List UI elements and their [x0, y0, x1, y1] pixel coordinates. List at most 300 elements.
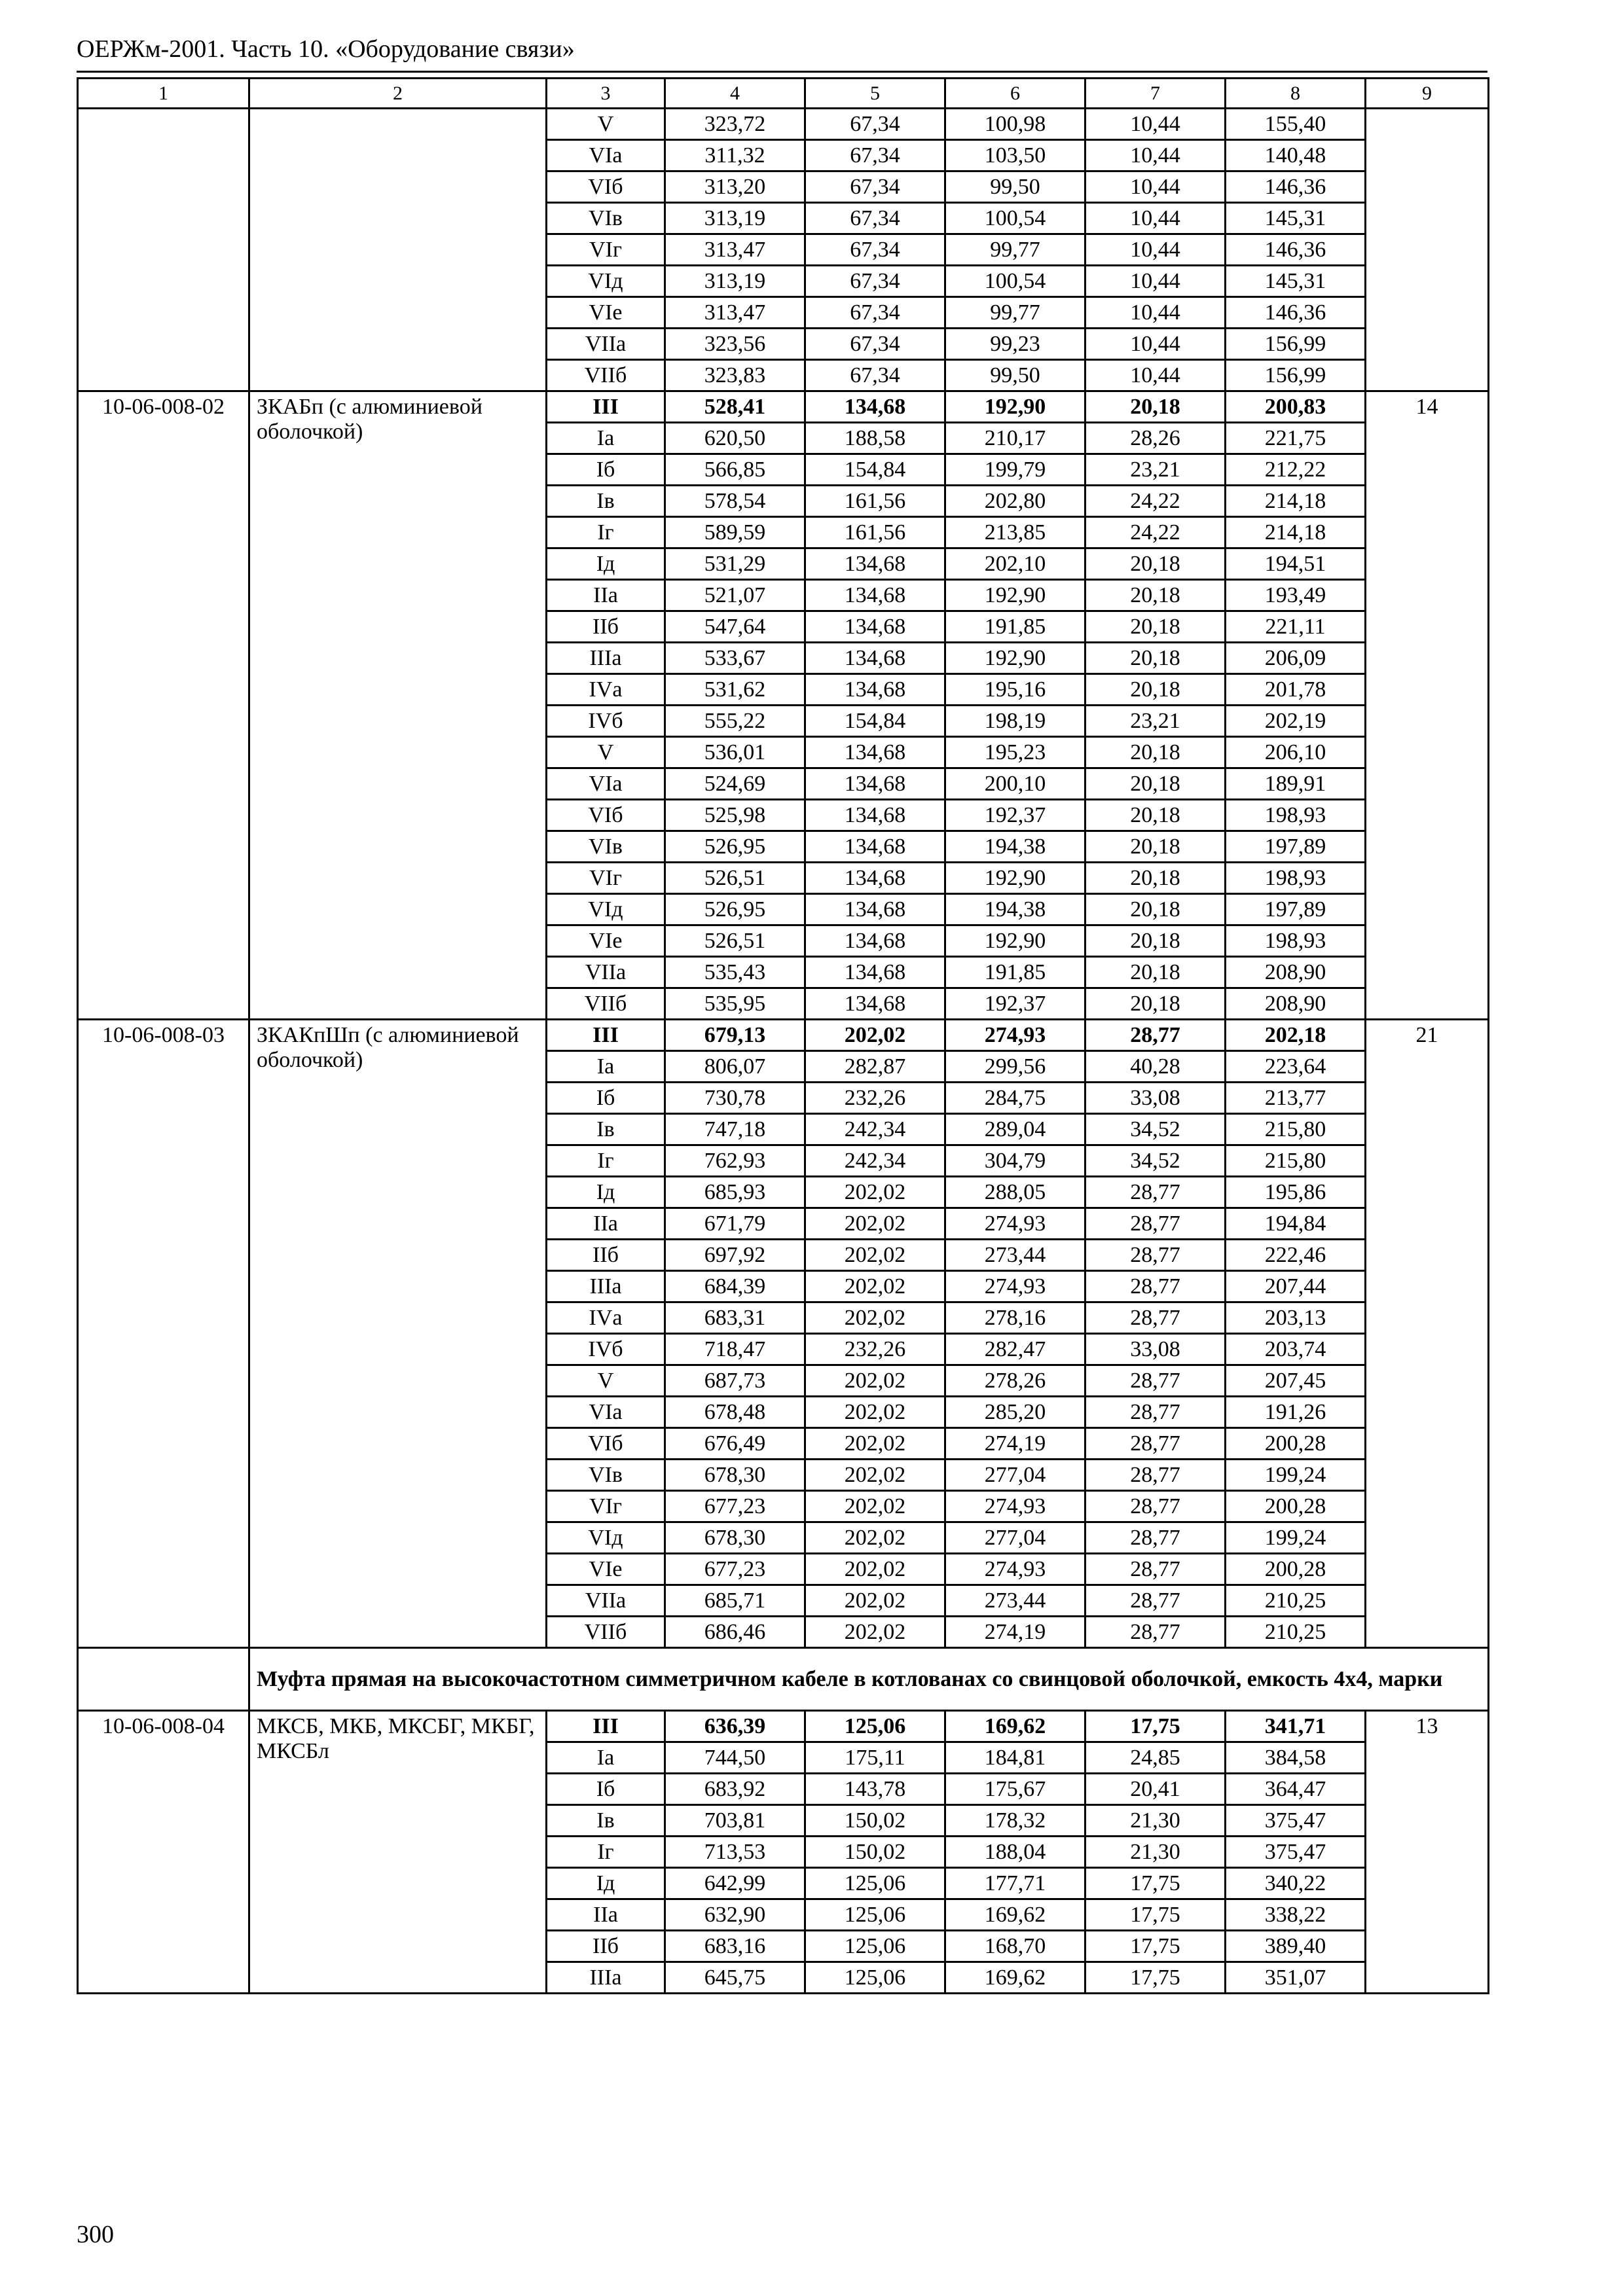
direct-costs-cell: 685,93: [665, 1177, 805, 1208]
machine-cost-cell: 175,67: [945, 1774, 1085, 1805]
materials-cell: 375,47: [1226, 1837, 1366, 1868]
labor-pay-cell: 67,34: [805, 171, 945, 203]
direct-costs-cell: 678,30: [665, 1522, 805, 1554]
labor-pay-cell: 134,68: [805, 863, 945, 894]
machine-cost-cell: 274,19: [945, 1428, 1085, 1460]
machinist-pay-cell: 28,77: [1085, 1302, 1226, 1334]
materials-cell: 341,71: [1226, 1711, 1366, 1742]
labor-pay-cell: 202,02: [805, 1177, 945, 1208]
direct-costs-cell: 535,43: [665, 957, 805, 988]
direct-costs-cell: 677,23: [665, 1554, 805, 1585]
materials-cell: 223,64: [1226, 1051, 1366, 1083]
machinist-pay-cell: 21,30: [1085, 1805, 1226, 1837]
machinist-pay-cell: 20,18: [1085, 831, 1226, 863]
labor-pay-cell: 134,68: [805, 925, 945, 957]
note-cell: 13: [1366, 1711, 1489, 1994]
materials-cell: 199,24: [1226, 1522, 1366, 1554]
machine-cost-cell: 277,04: [945, 1522, 1085, 1554]
direct-costs-cell: 578,54: [665, 486, 805, 517]
labor-pay-cell: 67,34: [805, 140, 945, 171]
zone-cell: Iа: [547, 1742, 665, 1774]
direct-costs-cell: 531,62: [665, 674, 805, 706]
machine-cost-cell: 177,71: [945, 1868, 1085, 1899]
machinist-pay-cell: 10,44: [1085, 266, 1226, 297]
machinist-pay-cell: 40,28: [1085, 1051, 1226, 1083]
materials-cell: 213,77: [1226, 1083, 1366, 1114]
machinist-pay-cell: 33,08: [1085, 1083, 1226, 1114]
labor-pay-cell: 150,02: [805, 1805, 945, 1837]
column-number: 9: [1366, 79, 1489, 109]
zone-cell: Iв: [547, 1114, 665, 1145]
zone-cell: Iб: [547, 1774, 665, 1805]
table-row: [78, 391, 1489, 423]
rates-table-body: [78, 79, 1489, 1994]
machinist-pay-cell: 20,18: [1085, 894, 1226, 925]
rate-code-cell: 10-06-008-02: [78, 391, 249, 1020]
zone-cell: VIа: [547, 140, 665, 171]
zone-cell: V: [547, 109, 665, 140]
direct-costs-cell: 684,39: [665, 1271, 805, 1302]
materials-cell: 215,80: [1226, 1114, 1366, 1145]
zone-cell: IIа: [547, 580, 665, 611]
machinist-pay-cell: 24,22: [1085, 517, 1226, 548]
machinist-pay-cell: 20,18: [1085, 391, 1226, 423]
zone-cell: VIв: [547, 1460, 665, 1491]
machine-cost-cell: 289,04: [945, 1114, 1085, 1145]
zone-cell: IIб: [547, 611, 665, 643]
zone-cell: VIб: [547, 171, 665, 203]
zone-cell: VIIб: [547, 1617, 665, 1648]
direct-costs-cell: 683,31: [665, 1302, 805, 1334]
materials-cell: 200,28: [1226, 1428, 1366, 1460]
labor-pay-cell: 134,68: [805, 611, 945, 643]
materials-cell: 146,36: [1226, 171, 1366, 203]
page-number: 300: [77, 2221, 114, 2248]
labor-pay-cell: 202,02: [805, 1554, 945, 1585]
machine-cost-cell: 191,85: [945, 957, 1085, 988]
direct-costs-cell: 642,99: [665, 1868, 805, 1899]
machinist-pay-cell: 20,41: [1085, 1774, 1226, 1805]
machine-cost-cell: 99,23: [945, 329, 1085, 360]
zone-cell: VIа: [547, 1397, 665, 1428]
direct-costs-cell: 679,13: [665, 1020, 805, 1051]
machine-cost-cell: 192,90: [945, 391, 1085, 423]
machine-cost-cell: 200,10: [945, 768, 1085, 800]
labor-pay-cell: 202,02: [805, 1585, 945, 1617]
machinist-pay-cell: 28,77: [1085, 1617, 1226, 1648]
zone-cell: VIIа: [547, 329, 665, 360]
zone-cell: VIIа: [547, 957, 665, 988]
labor-pay-cell: 161,56: [805, 517, 945, 548]
materials-cell: 215,80: [1226, 1145, 1366, 1177]
machine-cost-cell: 169,62: [945, 1899, 1085, 1931]
zone-cell: IIа: [547, 1899, 665, 1931]
materials-cell: 193,49: [1226, 580, 1366, 611]
direct-costs-cell: 678,48: [665, 1397, 805, 1428]
direct-costs-cell: 632,90: [665, 1899, 805, 1931]
materials-cell: 210,25: [1226, 1617, 1366, 1648]
materials-cell: 389,40: [1226, 1931, 1366, 1962]
machinist-pay-cell: 28,77: [1085, 1491, 1226, 1522]
direct-costs-cell: 718,47: [665, 1334, 805, 1365]
machinist-pay-cell: 21,30: [1085, 1837, 1226, 1868]
machinist-pay-cell: 20,18: [1085, 768, 1226, 800]
direct-costs-cell: 526,51: [665, 925, 805, 957]
labor-pay-cell: 202,02: [805, 1460, 945, 1491]
materials-cell: 203,74: [1226, 1334, 1366, 1365]
materials-cell: 146,36: [1226, 234, 1366, 266]
direct-costs-cell: 687,73: [665, 1365, 805, 1397]
direct-costs-cell: 526,51: [665, 863, 805, 894]
labor-pay-cell: 242,34: [805, 1114, 945, 1145]
labor-pay-cell: 175,11: [805, 1742, 945, 1774]
zone-cell: VIд: [547, 894, 665, 925]
machine-cost-cell: 285,20: [945, 1397, 1085, 1428]
labor-pay-cell: 202,02: [805, 1491, 945, 1522]
labor-pay-cell: 67,34: [805, 203, 945, 234]
zone-cell: Iг: [547, 1837, 665, 1868]
machinist-pay-cell: 20,18: [1085, 674, 1226, 706]
machinist-pay-cell: 28,77: [1085, 1460, 1226, 1491]
labor-pay-cell: 125,06: [805, 1711, 945, 1742]
machinist-pay-cell: 28,77: [1085, 1554, 1226, 1585]
machinist-pay-cell: 28,26: [1085, 423, 1226, 454]
materials-cell: 145,31: [1226, 266, 1366, 297]
labor-pay-cell: 202,02: [805, 1522, 945, 1554]
direct-costs-cell: 524,69: [665, 768, 805, 800]
machine-cost-cell: 99,50: [945, 171, 1085, 203]
direct-costs-cell: 636,39: [665, 1711, 805, 1742]
materials-cell: 222,46: [1226, 1240, 1366, 1271]
machinist-pay-cell: 28,77: [1085, 1397, 1226, 1428]
zone-cell: III: [547, 391, 665, 423]
page-header-title: ОЕРЖм-2001. Часть 10. «Оборудование связи»: [77, 35, 575, 63]
machinist-pay-cell: 20,18: [1085, 548, 1226, 580]
machinist-pay-cell: 17,75: [1085, 1868, 1226, 1899]
machine-cost-cell: 100,54: [945, 203, 1085, 234]
materials-cell: 207,45: [1226, 1365, 1366, 1397]
machinist-pay-cell: 10,44: [1085, 329, 1226, 360]
zone-cell: IVб: [547, 706, 665, 737]
materials-cell: 384,58: [1226, 1742, 1366, 1774]
zone-cell: VIв: [547, 203, 665, 234]
machinist-pay-cell: 28,77: [1085, 1177, 1226, 1208]
zone-cell: Iб: [547, 454, 665, 486]
direct-costs-cell: 547,64: [665, 611, 805, 643]
labor-pay-cell: 154,84: [805, 454, 945, 486]
machine-cost-cell: 278,26: [945, 1365, 1085, 1397]
machine-cost-cell: 299,56: [945, 1051, 1085, 1083]
machinist-pay-cell: 34,52: [1085, 1145, 1226, 1177]
machinist-pay-cell: 20,18: [1085, 800, 1226, 831]
direct-costs-cell: 683,16: [665, 1931, 805, 1962]
materials-cell: 351,07: [1226, 1962, 1366, 1994]
materials-cell: 146,36: [1226, 297, 1366, 329]
machine-cost-cell: 213,85: [945, 517, 1085, 548]
machinist-pay-cell: 24,22: [1085, 486, 1226, 517]
materials-cell: 195,86: [1226, 1177, 1366, 1208]
materials-cell: 189,91: [1226, 768, 1366, 800]
zone-cell: VIе: [547, 297, 665, 329]
labor-pay-cell: 125,06: [805, 1962, 945, 1994]
rate-code-cell: 10-06-008-03: [78, 1020, 249, 1648]
direct-costs-cell: 313,47: [665, 234, 805, 266]
materials-cell: 156,99: [1226, 329, 1366, 360]
zone-cell: Iд: [547, 1868, 665, 1899]
column-number: 2: [249, 79, 547, 109]
rate-name-cell: МКСБ, МКБ, МКСБГ, МКБГ, МКСБл: [249, 1711, 547, 1994]
machinist-pay-cell: 17,75: [1085, 1931, 1226, 1962]
machine-cost-cell: 274,19: [945, 1617, 1085, 1648]
column-number: 3: [547, 79, 665, 109]
section-spacer-cell: [78, 1648, 249, 1711]
labor-pay-cell: 202,02: [805, 1397, 945, 1428]
machine-cost-cell: 169,62: [945, 1962, 1085, 1994]
labor-pay-cell: 161,56: [805, 486, 945, 517]
machine-cost-cell: 178,32: [945, 1805, 1085, 1837]
materials-cell: 145,31: [1226, 203, 1366, 234]
direct-costs-cell: 686,46: [665, 1617, 805, 1648]
direct-costs-cell: 526,95: [665, 894, 805, 925]
machine-cost-cell: 100,98: [945, 109, 1085, 140]
direct-costs-cell: 311,32: [665, 140, 805, 171]
machinist-pay-cell: 28,77: [1085, 1522, 1226, 1554]
direct-costs-cell: 678,30: [665, 1460, 805, 1491]
machine-cost-cell: 192,90: [945, 580, 1085, 611]
machinist-pay-cell: 28,77: [1085, 1020, 1226, 1051]
materials-cell: 221,75: [1226, 423, 1366, 454]
materials-cell: 221,11: [1226, 611, 1366, 643]
materials-cell: 203,13: [1226, 1302, 1366, 1334]
materials-cell: 155,40: [1226, 109, 1366, 140]
labor-pay-cell: 67,34: [805, 297, 945, 329]
materials-cell: 194,51: [1226, 548, 1366, 580]
machine-cost-cell: 274,93: [945, 1491, 1085, 1522]
labor-pay-cell: 134,68: [805, 957, 945, 988]
machine-cost-cell: 273,44: [945, 1240, 1085, 1271]
zone-cell: IVа: [547, 1302, 665, 1334]
machine-cost-cell: 199,79: [945, 454, 1085, 486]
note-cell: 21: [1366, 1020, 1489, 1648]
labor-pay-cell: 134,68: [805, 391, 945, 423]
materials-cell: 197,89: [1226, 894, 1366, 925]
machine-cost-cell: 278,16: [945, 1302, 1085, 1334]
materials-cell: 364,47: [1226, 1774, 1366, 1805]
labor-pay-cell: 134,68: [805, 580, 945, 611]
labor-pay-cell: 154,84: [805, 706, 945, 737]
labor-pay-cell: 134,68: [805, 768, 945, 800]
machine-cost-cell: 210,17: [945, 423, 1085, 454]
machinist-pay-cell: 20,18: [1085, 925, 1226, 957]
machine-cost-cell: 277,04: [945, 1460, 1085, 1491]
zone-cell: III: [547, 1711, 665, 1742]
materials-cell: 212,22: [1226, 454, 1366, 486]
direct-costs-cell: 677,23: [665, 1491, 805, 1522]
machinist-pay-cell: 10,44: [1085, 171, 1226, 203]
machinist-pay-cell: 20,18: [1085, 643, 1226, 674]
zone-cell: Iг: [547, 517, 665, 548]
column-number: 8: [1226, 79, 1366, 109]
direct-costs-cell: 645,75: [665, 1962, 805, 1994]
machine-cost-cell: 288,05: [945, 1177, 1085, 1208]
materials-cell: 197,89: [1226, 831, 1366, 863]
column-number: 6: [945, 79, 1085, 109]
note-cell: 14: [1366, 391, 1489, 1020]
machine-cost-cell: 100,54: [945, 266, 1085, 297]
materials-cell: 198,93: [1226, 800, 1366, 831]
zone-cell: Iа: [547, 423, 665, 454]
machine-cost-cell: 191,85: [945, 611, 1085, 643]
machinist-pay-cell: 33,08: [1085, 1334, 1226, 1365]
labor-pay-cell: 202,02: [805, 1240, 945, 1271]
zone-cell: V: [547, 737, 665, 768]
materials-cell: 194,84: [1226, 1208, 1366, 1240]
note-cell: [1366, 109, 1489, 391]
rates-table: [77, 77, 1489, 1994]
machinist-pay-cell: 28,77: [1085, 1428, 1226, 1460]
zone-cell: IIIа: [547, 1271, 665, 1302]
zone-cell: VIIа: [547, 1585, 665, 1617]
machinist-pay-cell: 10,44: [1085, 140, 1226, 171]
direct-costs-cell: 685,71: [665, 1585, 805, 1617]
machine-cost-cell: 188,04: [945, 1837, 1085, 1868]
zone-cell: VIг: [547, 234, 665, 266]
labor-pay-cell: 125,06: [805, 1899, 945, 1931]
direct-costs-cell: 566,85: [665, 454, 805, 486]
table-row: [78, 109, 1489, 140]
labor-pay-cell: 202,02: [805, 1302, 945, 1334]
direct-costs-cell: 521,07: [665, 580, 805, 611]
direct-costs-cell: 525,98: [665, 800, 805, 831]
materials-cell: 140,48: [1226, 140, 1366, 171]
zone-cell: VIв: [547, 831, 665, 863]
machine-cost-cell: 274,93: [945, 1554, 1085, 1585]
machine-cost-cell: 195,16: [945, 674, 1085, 706]
materials-cell: 202,18: [1226, 1020, 1366, 1051]
machine-cost-cell: 168,70: [945, 1931, 1085, 1962]
machine-cost-cell: 274,93: [945, 1271, 1085, 1302]
labor-pay-cell: 232,26: [805, 1083, 945, 1114]
materials-cell: 210,25: [1226, 1585, 1366, 1617]
machine-cost-cell: 192,90: [945, 863, 1085, 894]
zone-cell: IIб: [547, 1240, 665, 1271]
zone-cell: VIе: [547, 925, 665, 957]
labor-pay-cell: 282,87: [805, 1051, 945, 1083]
machinist-pay-cell: 20,18: [1085, 611, 1226, 643]
zone-cell: IIа: [547, 1208, 665, 1240]
zone-cell: V: [547, 1365, 665, 1397]
machine-cost-cell: 169,62: [945, 1711, 1085, 1742]
direct-costs-cell: 555,22: [665, 706, 805, 737]
zone-cell: Iб: [547, 1083, 665, 1114]
zone-cell: VIб: [547, 1428, 665, 1460]
direct-costs-cell: 323,83: [665, 360, 805, 391]
zone-cell: VIг: [547, 863, 665, 894]
materials-cell: 206,09: [1226, 643, 1366, 674]
machinist-pay-cell: 23,21: [1085, 454, 1226, 486]
machinist-pay-cell: 23,21: [1085, 706, 1226, 737]
table-row: [78, 1020, 1489, 1051]
direct-costs-cell: 313,20: [665, 171, 805, 203]
machine-cost-cell: 99,50: [945, 360, 1085, 391]
machine-cost-cell: 195,23: [945, 737, 1085, 768]
column-number: 4: [665, 79, 805, 109]
rate-name-cell: [249, 109, 547, 391]
machine-cost-cell: 282,47: [945, 1334, 1085, 1365]
labor-pay-cell: 202,02: [805, 1365, 945, 1397]
labor-pay-cell: 134,68: [805, 800, 945, 831]
zone-cell: IIIа: [547, 1962, 665, 1994]
column-number: 7: [1085, 79, 1226, 109]
materials-cell: 199,24: [1226, 1460, 1366, 1491]
machinist-pay-cell: 24,85: [1085, 1742, 1226, 1774]
machinist-pay-cell: 20,18: [1085, 863, 1226, 894]
direct-costs-cell: 528,41: [665, 391, 805, 423]
machine-cost-cell: 184,81: [945, 1742, 1085, 1774]
machine-cost-cell: 273,44: [945, 1585, 1085, 1617]
labor-pay-cell: 242,34: [805, 1145, 945, 1177]
zone-cell: VIб: [547, 800, 665, 831]
machinist-pay-cell: 17,75: [1085, 1899, 1226, 1931]
materials-cell: 208,90: [1226, 957, 1366, 988]
machinist-pay-cell: 28,77: [1085, 1240, 1226, 1271]
materials-cell: 375,47: [1226, 1805, 1366, 1837]
direct-costs-cell: 323,56: [665, 329, 805, 360]
machinist-pay-cell: 17,75: [1085, 1962, 1226, 1994]
rate-code-cell: 10-06-008-04: [78, 1711, 249, 1994]
machine-cost-cell: 194,38: [945, 894, 1085, 925]
zone-cell: Iа: [547, 1051, 665, 1083]
zone-cell: IIIа: [547, 643, 665, 674]
rate-code-cell: [78, 109, 249, 391]
direct-costs-cell: 323,72: [665, 109, 805, 140]
machine-cost-cell: 192,90: [945, 925, 1085, 957]
labor-pay-cell: 67,34: [805, 109, 945, 140]
machine-cost-cell: 192,37: [945, 800, 1085, 831]
rate-name-cell: ЗКАБп (с алюминиевой оболочкой): [249, 391, 547, 1020]
labor-pay-cell: 232,26: [805, 1334, 945, 1365]
machinist-pay-cell: 10,44: [1085, 109, 1226, 140]
zone-cell: Iг: [547, 1145, 665, 1177]
machinist-pay-cell: 28,77: [1085, 1208, 1226, 1240]
materials-cell: 202,19: [1226, 706, 1366, 737]
column-number: 1: [78, 79, 249, 109]
machinist-pay-cell: 28,77: [1085, 1271, 1226, 1302]
zone-cell: VIIб: [547, 360, 665, 391]
direct-costs-cell: 697,92: [665, 1240, 805, 1271]
materials-cell: 207,44: [1226, 1271, 1366, 1302]
labor-pay-cell: 188,58: [805, 423, 945, 454]
materials-cell: 191,26: [1226, 1397, 1366, 1428]
direct-costs-cell: 620,50: [665, 423, 805, 454]
header-divider: [77, 71, 1487, 73]
materials-cell: 200,83: [1226, 391, 1366, 423]
machine-cost-cell: 304,79: [945, 1145, 1085, 1177]
machinist-pay-cell: 28,77: [1085, 1585, 1226, 1617]
machinist-pay-cell: 17,75: [1085, 1711, 1226, 1742]
labor-pay-cell: 134,68: [805, 894, 945, 925]
machine-cost-cell: 198,19: [945, 706, 1085, 737]
machine-cost-cell: 202,80: [945, 486, 1085, 517]
materials-cell: 201,78: [1226, 674, 1366, 706]
machinist-pay-cell: 20,18: [1085, 737, 1226, 768]
zone-cell: VIд: [547, 266, 665, 297]
materials-cell: 206,10: [1226, 737, 1366, 768]
machinist-pay-cell: 20,18: [1085, 988, 1226, 1020]
materials-cell: 156,99: [1226, 360, 1366, 391]
table-row: [78, 1711, 1489, 1742]
direct-costs-cell: 313,47: [665, 297, 805, 329]
